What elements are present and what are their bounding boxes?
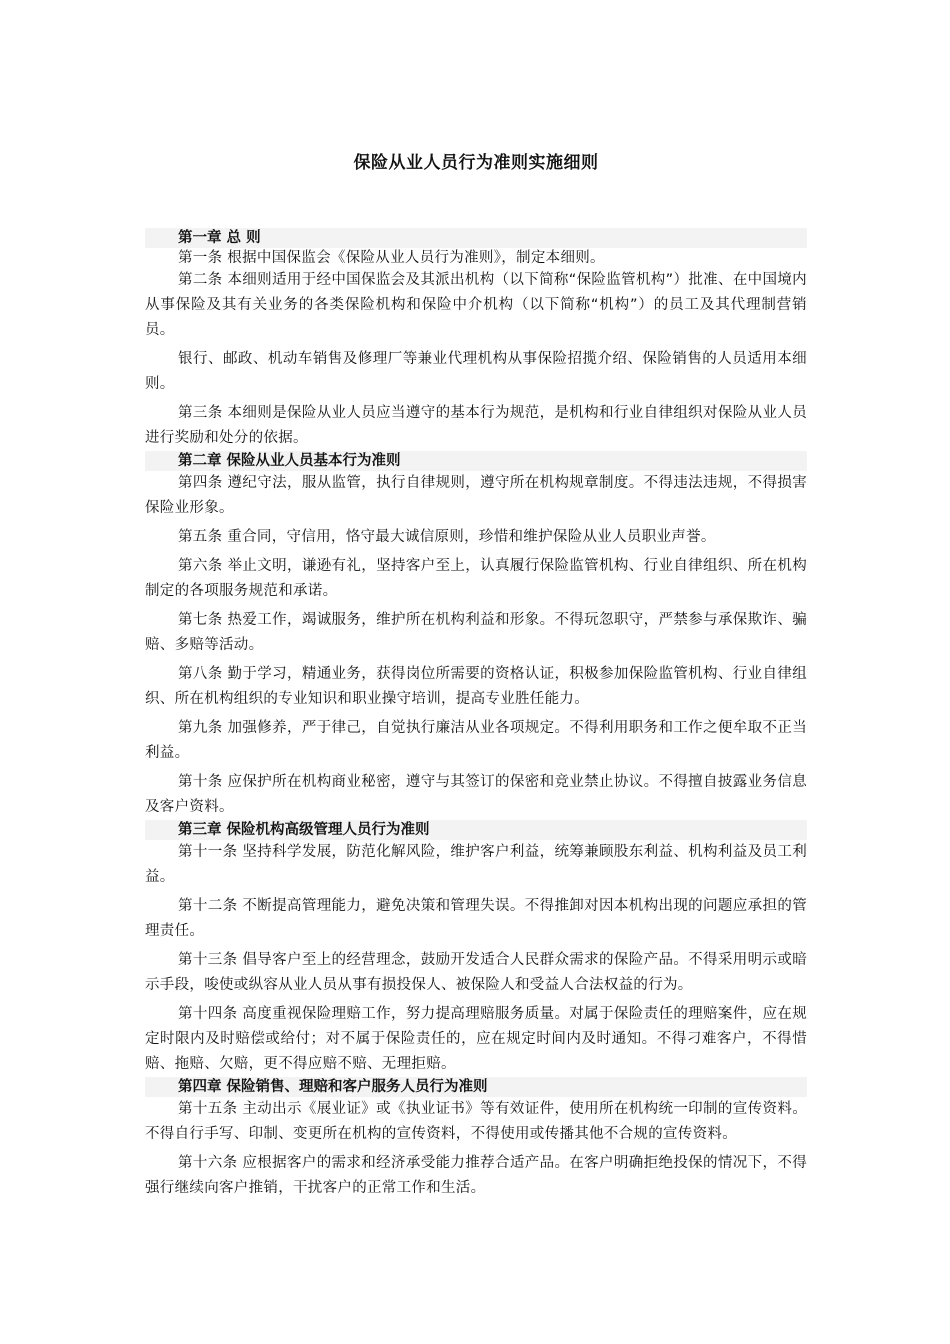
article-paragraph: 第十六条 应根据客户的需求和经济承受能力推荐合适产品。在客户明确拒绝投保的情况下，不得强行继续向客户推销，干扰客户的正常工作和生活。: [145, 1155, 807, 1196]
article-paragraph: 第十五条 主动出示《展业证》或《执业证书》等有效证件，使用所在机构统一印制的宣传资料。不得自行手写、印制、变更所在机构的宣传资料，不得使用或传播其他不合规的宣传资料。: [145, 1101, 807, 1142]
article-paragraph: 第四条 遵纪守法，服从监管，执行自律规则，遵守所在机构规章制度。不得违法违规，不得损害保险业形象。: [145, 475, 807, 516]
article-paragraph: 第十二条 不断提高管理能力，避免决策和管理失误。不得推卸对因本机构出现的问题应承担的管理责任。: [145, 898, 807, 939]
article-paragraph: 第五条 重合同，守信用，恪守最大诚信原则，珍惜和维护保险从业人员职业声誉。: [178, 529, 716, 545]
article-paragraph: 第十条 应保护所在机构商业秘密，遵守与其签订的保密和竞业禁止协议。不得擅自披露业务信息及客户资料。: [145, 774, 807, 815]
article-paragraph: 第十三条 倡导客户至上的经营理念，鼓励开发适合人民群众需求的保险产品。不得采用明示或暗示手段，唆使或纵容从业人员从事有损投保人、被保险人和受益人合法权益的行为。: [145, 952, 807, 993]
chapter-heading: 第二章 保险从业人员基本行为准则: [145, 451, 807, 471]
article-paragraph: 第十四条 高度重视保险理赔工作，努力提高理赔服务质量。对属于保险责任的理赔案件，应在规定时限内及时赔偿或给付；对不属于保险责任的，应在规定时间内及时通知。不得刁难客户，不得惜赔、拖赔、欠赔，更不得应赔不赔、无理拒赔。: [145, 1006, 807, 1072]
article-paragraph: 第一条 根据中国保监会《保险从业人员行为准则》，制定本细则。: [178, 250, 605, 266]
article-paragraph: 第九条 加强修养，严于律己，自觉执行廉洁从业各项规定。不得利用职务和工作之便牟取不正当利益。: [145, 720, 807, 761]
chapter-heading: 第四章 保险销售、理赔和客户服务人员行为准则: [145, 1077, 807, 1097]
article-paragraph: 第十一条 坚持科学发展，防范化解风险，维护客户利益，统筹兼顾股东利益、机构利益及员工利益。: [145, 844, 807, 885]
article-paragraph: 银行、邮政、机动车销售及修理厂等兼业代理机构从事保险招揽介绍、保险销售的人员适用本细则。: [145, 351, 807, 392]
article-paragraph: 第八条 勤于学习，精通业务，获得岗位所需要的资格认证，积极参加保险监管机构、行业自律组织、所在机构组织的专业知识和职业操守培训，提高专业胜任能力。: [145, 666, 807, 707]
article-paragraph: 第六条 举止文明，谦逊有礼，坚持客户至上，认真履行保险监管机构、行业自律组织、所在机构制定的各项服务规范和承诺。: [145, 558, 807, 599]
article-paragraph: 第二条 本细则适用于经中国保监会及其派出机构（以下简称“保险监管机构”）批准、在中国境内从事保险及其有关业务的各类保险机构和保险中介机构（以下简称“机构”）的员工及其代理制营销员。: [145, 272, 807, 338]
chapter-heading: 第三章 保险机构高级管理人员行为准则: [145, 820, 807, 840]
article-paragraph: 第三条 本细则是保险从业人员应当遵守的基本行为规范，是机构和行业自律组织对保险从业人员进行奖励和处分的依据。: [145, 405, 807, 446]
document-body: [145, 228, 807, 1205]
chapter-heading: 第一章 总 则: [145, 228, 807, 248]
article-paragraph: 第七条 热爱工作，竭诚服务，维护所在机构利益和形象。不得玩忽职守，严禁参与承保欺诈、骗赔、多赔等活动。: [145, 612, 807, 653]
document-title: 保险从业人员行为准则实施细则: [353, 153, 599, 173]
